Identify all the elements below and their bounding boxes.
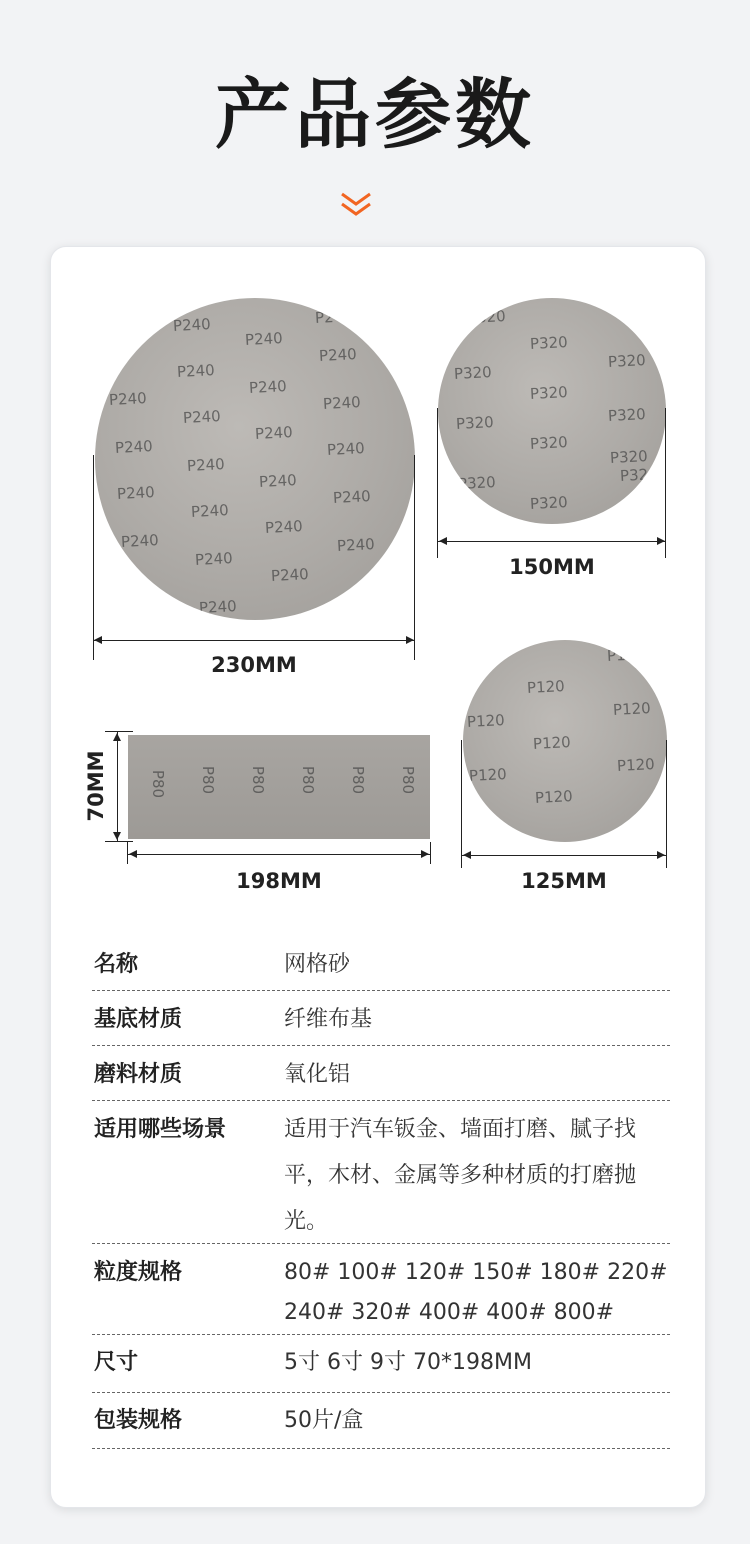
dimension-label: 70MM	[84, 750, 108, 822]
grit-marking: P240	[114, 437, 154, 457]
dimension-line	[117, 732, 118, 842]
grit-marking: P80	[199, 765, 218, 795]
grit-marking: P240	[116, 483, 156, 503]
dimension-tick	[666, 740, 667, 868]
grit-marking: P240	[120, 531, 160, 551]
arrow-down-icon	[113, 832, 121, 840]
grit-marking: P240	[182, 407, 222, 427]
spec-value: 80# 100# 120# 150# 180# 220# 240# 320# 400# 400# 800#	[284, 1260, 668, 1325]
dimension-line	[128, 854, 430, 855]
grit-marking: P240	[244, 329, 284, 349]
grit-marking: P240	[108, 389, 148, 409]
grit-marking: P240	[336, 535, 376, 555]
spec-row	[92, 997, 670, 1046]
spec-row	[92, 942, 670, 991]
spec-key: 磨料材质	[94, 1062, 183, 1087]
spec-key: 粒度规格	[94, 1260, 183, 1285]
arrow-up-icon	[113, 733, 121, 741]
arrow-left-icon	[463, 851, 471, 859]
dimension-label: 230MM	[211, 653, 297, 677]
grit-marking: P120	[468, 765, 508, 785]
spec-value: 纤维布基	[284, 1007, 373, 1032]
grit-marking: P120	[466, 711, 506, 731]
spec-value: 5寸 6寸 9寸 70*198MM	[284, 1350, 532, 1375]
spec-row	[92, 1340, 670, 1393]
spec-key: 尺寸	[94, 1350, 139, 1375]
dimension-tick	[430, 842, 431, 864]
grit-marking: P240	[172, 315, 212, 335]
spec-key: 名称	[94, 952, 139, 977]
grit-marking: P320	[467, 307, 507, 327]
grit-marking: P120	[534, 787, 574, 807]
grit-marking: P80	[349, 765, 368, 795]
grit-marking: P320	[529, 433, 569, 453]
arrow-right-icon	[657, 537, 665, 545]
dimension-tick	[105, 841, 133, 842]
spec-row	[92, 1250, 670, 1335]
sanding-disc-150	[438, 298, 666, 524]
grit-marking: P320	[455, 413, 495, 433]
grit-marking: P120	[612, 699, 652, 719]
grit-marking: P320	[529, 493, 569, 513]
grit-marking: P240	[322, 393, 362, 413]
dimension-label: 125MM	[521, 869, 607, 893]
grit-marking: P240	[194, 549, 234, 569]
grit-marking: P240	[248, 377, 288, 397]
dimension-line	[462, 855, 666, 856]
sanding-disc-125	[463, 640, 667, 842]
grit-marking: P240	[198, 597, 238, 617]
spec-row	[92, 1107, 670, 1244]
grit-marking: P240	[254, 423, 294, 443]
grit-marking: P320	[529, 333, 569, 353]
spec-row	[92, 1398, 670, 1449]
grit-marking: P120	[526, 677, 566, 697]
grit-marking: P120	[616, 755, 656, 775]
grit-marking: P120	[606, 645, 646, 665]
grit-marking: P320	[529, 383, 569, 403]
spec-value: 适用于汽车钣金、墙面打磨、腻子找平，木材、金属等多种材质的打磨抛光。	[284, 1117, 637, 1234]
spec-row	[92, 1052, 670, 1101]
dimension-tick	[665, 408, 666, 558]
arrow-left-icon	[439, 537, 447, 545]
grit-marking: P240	[318, 345, 358, 365]
sanding-disc-230	[95, 298, 415, 620]
grit-marking: P240	[258, 471, 298, 491]
grit-marking: P80	[299, 765, 318, 795]
grit-marking: P240	[332, 487, 372, 507]
grit-marking: P240	[314, 307, 354, 327]
grit-marking: P240	[270, 565, 310, 585]
dimension-tick	[127, 842, 128, 864]
chevron-down-icon	[338, 190, 374, 220]
dimension-line	[93, 640, 415, 641]
grit-marking: P320	[453, 363, 493, 383]
grit-marking: P240	[176, 361, 216, 381]
dimension-tick	[461, 740, 462, 868]
grit-marking: P80	[249, 765, 268, 795]
spec-value: 氧化铝	[284, 1062, 351, 1087]
grit-marking: P320	[457, 473, 497, 493]
spec-value: 网格砂	[284, 952, 351, 977]
page-title: 产品参数	[215, 70, 535, 159]
arrow-right-icon	[657, 851, 665, 859]
spec-key: 基底材质	[94, 1007, 183, 1032]
grit-marking: P320	[619, 465, 659, 485]
spec-value: 50片/盒	[284, 1408, 364, 1433]
arrow-left-icon	[94, 636, 102, 644]
dimension-line	[438, 541, 666, 542]
dimension-tick	[105, 731, 133, 732]
dimension-tick	[93, 455, 94, 660]
grit-marking: P320	[607, 351, 647, 371]
grit-marking: P240	[186, 455, 226, 475]
arrow-left-icon	[129, 850, 137, 858]
dimension-label: 198MM	[236, 869, 322, 893]
dimension-label: 150MM	[509, 555, 595, 579]
grit-marking: P120	[532, 733, 572, 753]
dimension-tick	[437, 408, 438, 558]
spec-key: 适用哪些场景	[94, 1117, 227, 1142]
sanding-strip	[128, 735, 430, 839]
grit-marking: P320	[607, 405, 647, 425]
grit-marking: P80	[149, 769, 168, 799]
arrow-right-icon	[421, 850, 429, 858]
arrow-right-icon	[406, 636, 414, 644]
spec-key: 包装规格	[94, 1408, 183, 1433]
grit-marking: P240	[264, 517, 304, 537]
grit-marking: P320	[609, 447, 649, 467]
grit-marking: P240	[190, 501, 230, 521]
grit-marking: P240	[326, 439, 366, 459]
dimension-tick	[414, 455, 415, 660]
grit-marking: P80	[399, 765, 418, 795]
